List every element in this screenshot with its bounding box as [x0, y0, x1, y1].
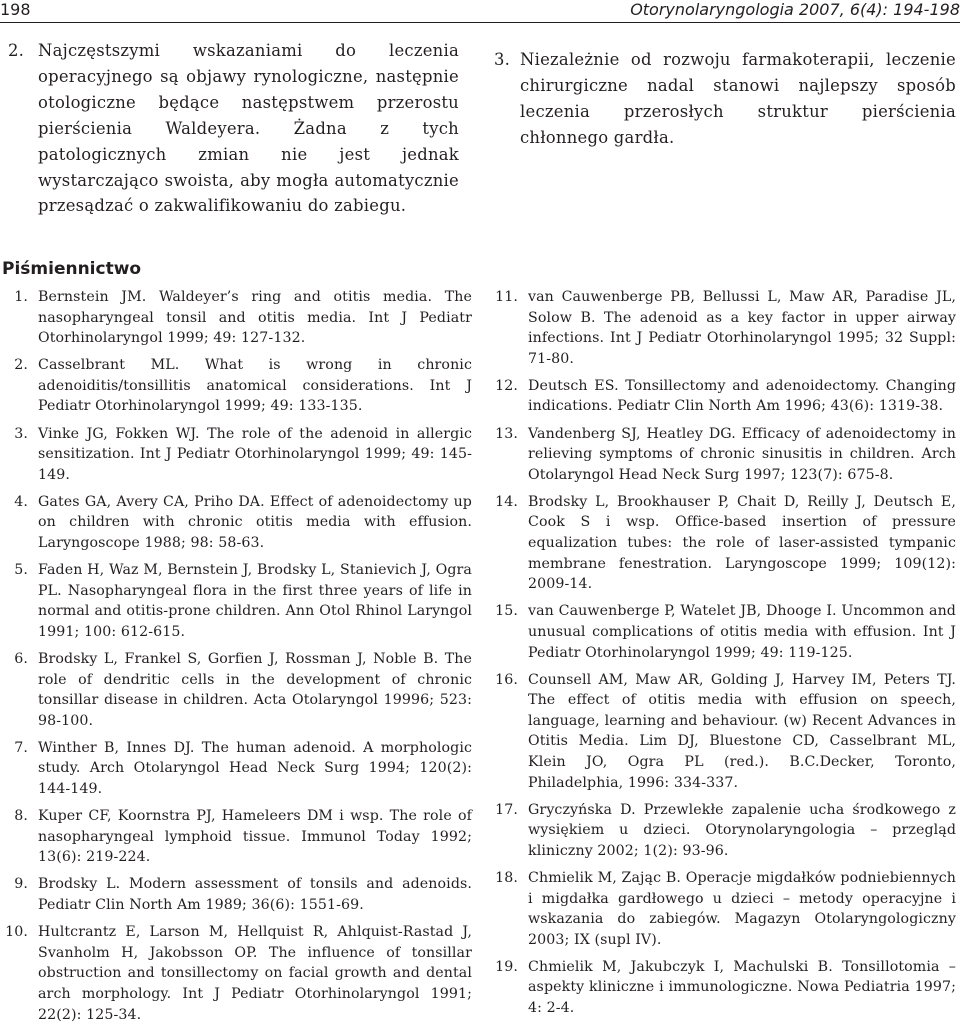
reference-item [4, 355, 472, 417]
reference-text: Gryczyńska D. Przewlekłe zapalenie ucha środkowego z wysiękiem u dzieci. Otorynolaryngologia – przegląd kliniczny 2002; 1(2): 93-96. [528, 801, 956, 859]
reference-item [4, 738, 472, 800]
header-rule [0, 22, 960, 23]
reference-text: Bernstein JM. Waldeyer’s ring and otitis media. The nasopharyngeal tonsil and otitis media. Int J Pediatr Otorhinolaryngol 1999; 49: 127-132. [38, 289, 472, 347]
reference-number: 7. [14, 739, 28, 756]
reference-number: 15. [495, 603, 518, 620]
reference-item [4, 424, 472, 486]
reference-number: 19. [495, 958, 518, 975]
reference-item [494, 287, 956, 369]
reference-item [4, 874, 472, 915]
reference-number: 8. [14, 808, 28, 825]
page-number: 198 [0, 0, 31, 19]
journal-running-head: Otorynolaryngologia 2007, 6(4): 194-198 [630, 0, 960, 19]
reference-text: Brodsky L. Modern assessment of tonsils and adenoids. Pediatr Clin North Am 1989; 36(6): 1551-69. [38, 876, 472, 914]
reference-item [4, 806, 472, 868]
reference-text: Winther B, Innes DJ. The human adenoid. A morphologic study. Arch Otolaryngol Head Neck Surg 1994; 120(2): 144-149. [38, 739, 472, 798]
reference-item [4, 922, 472, 1025]
reference-number: 10. [5, 924, 28, 941]
reference-item [494, 670, 956, 794]
reference-number: 12. [495, 377, 518, 394]
reference-item [494, 492, 956, 595]
reference-text: Gates GA, Avery CA, Priho DA. Effect of adenoidectomy up on children with chronic otitis media with effusion. Laryngoscope 1988; 98: 58-63. [38, 493, 472, 552]
reference-number: 4. [14, 493, 28, 510]
reference-text: Vandenberg SJ, Heatley DG. Efficacy of adenoidectomy in relieving symptoms of chronic sinusitis in children. Arch Otolaryngol Head Neck Surg 1997; 123(7): 675-8. [528, 425, 956, 483]
reference-item [494, 957, 956, 1019]
reference-text: Brodsky L, Frankel S, Gorfien J, Rossman J, Noble B. The role of dendritic cells in the development of chronic tonsillar disease in children. Acta Otolaryngol 19996; 523: 98-100. [38, 651, 472, 729]
reference-number: 17. [495, 801, 518, 818]
reference-number: 6. [14, 651, 28, 667]
reference-text: Chmielik M, Zając B. Operacje migdałków podniebiennych i migdałka gardłowego u dzieci – metody operacyjne i wskazania do zabiegów. Magazyn Otolaryngologiczny 2003; IX (supl IV). [528, 869, 956, 948]
conclusion-text: Niezależnie od rozwoju farmakoterapii, leczenie chirurgiczne nadal stanowi najlepszy sposób leczenia przerosłych struktur pierścienia chłonnego gardła. [520, 50, 956, 147]
reference-text: Deutsch ES. Tonsillectomy and adenoidectomy. Changing indications. Pediatr Clin North Am 1996; 43(6): 1319-38. [528, 377, 956, 415]
reference-text: Vinke JG, Fokken WJ. The role of the adenoid in allergic sensitization. Int J Pediatr Otorhinolaryngol 1999; 49: 145-149. [38, 425, 472, 483]
reference-item [4, 492, 472, 554]
reference-text: van Cauwenberge PB, Bellussi L, Maw AR, Paradise JL, Solow B. The adenoid as a key factor in upper airway infections. Int J Pediatr Otorhinolaryngol 1995; 32 Suppl: 71-80. [528, 289, 956, 367]
page-header [0, 0, 960, 22]
reference-item [494, 868, 956, 950]
reference-item [4, 649, 472, 731]
conclusion-text: Najczęstszymi wskazaniami do leczenia operacyjnego są objawy rynologiczne, następnie otologiczne będące następstwem przerostu pierścienia Waldeyera. Żadna z tych patologicznych zmian nie jest jednak wystarczająco swoista, aby mogła automatycznie przesądzać o zakwalifikowaniu do zabiegu. [38, 41, 459, 216]
reference-text: Hultcrantz E, Larson M, Hellquist R, Ahlquist-Rastad J, Svanholm H, Jakobsson OP. The influence of tonsillar obstruction and tonsillectomy on facial growth and dental arch morphology. Int J Pediatr Otorhinolaryngol 1991; 22(2): 125-34. [38, 924, 472, 1023]
conclusion-item [494, 47, 956, 151]
reference-number: 13. [495, 425, 518, 442]
reference-number: 18. [495, 869, 518, 886]
reference-text: Kuper CF, Koornstra PJ, Hameleers DM i wsp. The role of nasopharyngeal lymphoid tissue. Immunol Today 1992; 13(6): 219-224. [38, 808, 472, 866]
reference-number: 16. [495, 671, 518, 688]
conclusion-item [4, 38, 459, 219]
reference-item [4, 287, 472, 349]
reference-text: Chmielik M, Jakubczyk I, Machulski B. Tonsillotomia – aspekty kliniczne i immunologiczne. Nowa Pediatria 1997; 4: 2-4. [528, 958, 956, 1016]
conclusion-number: 3. [494, 50, 511, 69]
reference-text: Counsell AM, Maw AR, Golding J, Harvey IM, Peters TJ. The effect of otitis media with effusion on speech, language, learning and behaviour. (w) Recent Advances in Otitis Media. Lim DJ, Bluestone CD, Casselbrant ML, Klein JO, Ogra PL (red.). B.C.Decker, Toronto, Philadelphia, 1996: 334-337. [528, 671, 956, 791]
conclusion-number: 2. [8, 41, 25, 60]
reference-number: 5. [14, 562, 28, 579]
reference-item [4, 560, 472, 642]
reference-number: 9. [14, 876, 28, 893]
reference-item [494, 800, 956, 862]
reference-text: Faden H, Waz M, Bernstein J, Brodsky L, Stanievich J, Ogra PL. Nasopharyngeal flora in the first three years of life in normal and otitis-prone children. Ann Otol Rhinol Laryngol 1991; 100: 612-615. [38, 562, 472, 640]
references-heading: Piśmiennictwo [2, 259, 142, 279]
reference-item [494, 601, 956, 663]
references-list-right [494, 287, 956, 1025]
reference-number: 14. [495, 493, 518, 510]
reference-text: Brodsky L, Brookhauser P, Chait D, Reilly J, Deutsch E, Cook S i wsp. Office-based insertion of pressure equalization tubes: the role of laser-assisted tympanic membrane fenestration. Laryngoscope 1999; 109(12): 2009-14. [528, 493, 956, 593]
references-list-left [4, 287, 472, 1032]
reference-text: van Cauwenberge P, Watelet JB, Dhooge I. Uncommon and unusual complications of otitis media with effusion. Int J Pediatr Otorhinolaryngol 1999; 49: 119-125. [528, 603, 956, 661]
reference-number: 1. [14, 289, 28, 305]
reference-number: 2. [14, 357, 28, 374]
reference-item [494, 376, 956, 417]
reference-item [494, 424, 956, 486]
reference-text: Casselbrant ML. What is wrong in chronic adenoiditis/tonsillitis anatomical considerations. Int J Pediatr Otorhinolaryngol 1999; 49: 133-135. [38, 357, 472, 415]
reference-number: 11. [495, 289, 518, 305]
reference-number: 3. [14, 425, 28, 442]
